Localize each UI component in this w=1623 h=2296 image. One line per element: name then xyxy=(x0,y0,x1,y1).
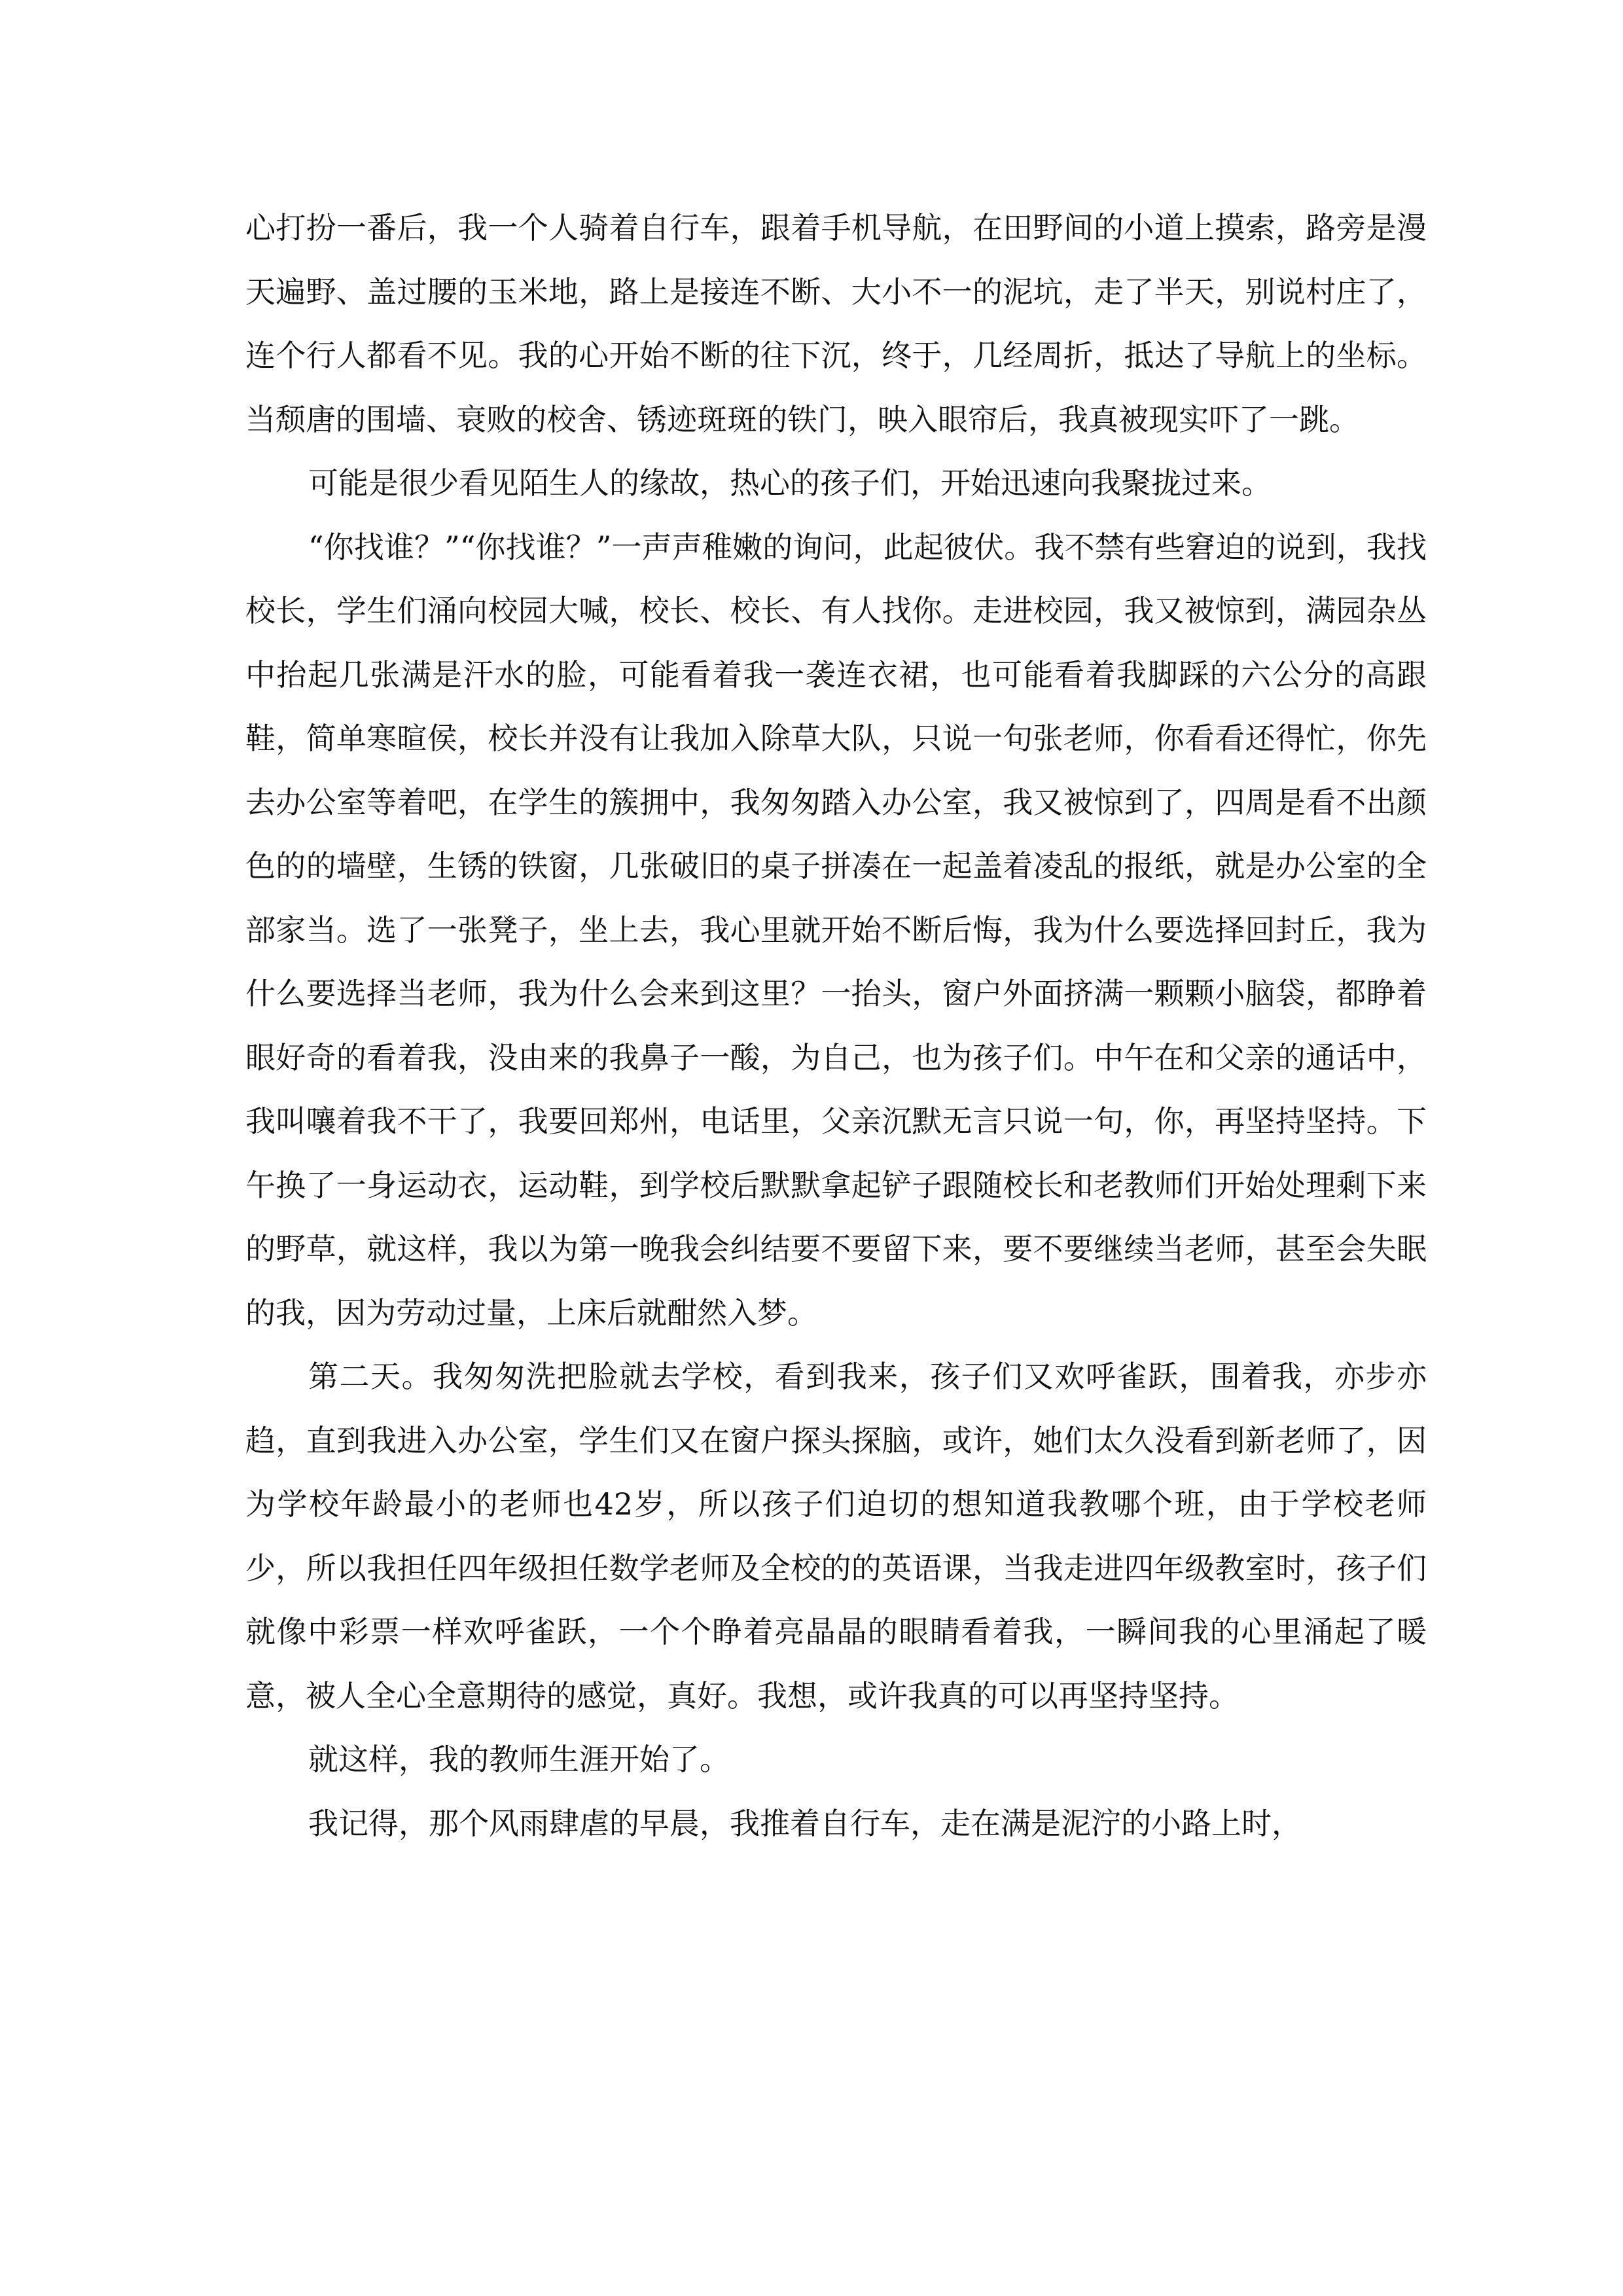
paragraph: 心打扮一番后，我一个人骑着自行车，跟着手机导航，在田野间的小道上摸索，路旁是漫天遍野、盖过腰的玉米地，路上是接连不断、大小不一的泥坑，走了半天，别说村庄了，连个行人都看不见。我的心开始不断的往下沉，终于，几经周折，抵达了导航上的坐标。当颓唐的围墙、衰败的校舍、锈迹斑斑的铁门，映入眼帘后，我真被现实吓了一跳。 xyxy=(245,210,1427,437)
paragraph: 我记得，那个风雨肆虐的早晨，我推着自行车，走在满是泥泞的小路上时， xyxy=(308,1805,1302,1841)
document-body xyxy=(245,196,1427,1856)
paragraph: 可能是很少看见陌生人的缘故，热心的孩子们，开始迅速向我聚拢过来。 xyxy=(308,465,1272,501)
paragraph: 就这样，我的教师生涯开始了。 xyxy=(308,1742,730,1777)
paragraph: “你找谁？”“你找谁？”一声声稚嫩的询问，此起彼伏。我不禁有些窘迫的说到，我找校长，学生们涌向校园大喊，校长、校长、有人找你。走进校园，我又被惊到，满园杂丛中抬起几张满是汗水的脸，可能看着我一袭连衣裙，也可能看着我脚踩的六公分的高跟鞋，简单寒暄侯，校长并没有让我加入除草大队，只说一句张老师，你看看还得忙，你先去办公室等着吧，在学生的簇拥中，我匆匆踏入办公室，我又被惊到了，四周是看不出颜色的的墙壁，生锈的铁窗，几张破旧的桌子拼凑在一起盖着凌乱的报纸，就是办公室的全部家当。选了一张凳子，坐上去，我心里就开始不断后悔，我为什么要选择回封丘，我为什么要选择当老师，我为什么会来到这里？一抬头，窗户外面挤满一颗颗小脑袋，都睁着眼好奇的看着我，没由来的我鼻子一酸，为自己，也为孩子们。中午在和父亲的通话中，我叫嚷着我不干了，我要回郑州，电话里，父亲沉默无言只说一句，你，再坚持坚持。下午换了一身运动衣，运动鞋，到学校后默默拿起铲子跟随校长和老教师们开始处理剩下来的野草，就这样，我以为第一晚我会纠结要不要留下来，要不要继续当老师，甚至会失眠的我，因为劳动过量，上床后就酣然入梦。 xyxy=(245,529,1427,1331)
paragraph: 第二天。我匆匆洗把脸就去学校，看到我来，孩子们又欢呼雀跃，围着我，亦步亦趋，直到我进入办公室，学生们又在窗户探头探脑，或许，她们太久没看到新老师了，因为学校年龄最小的老师也42岁，所以孩子们迫切的想知道我教哪个班，由于学校老师少，所以我担任四年级担任数学老师及全校的的英语课，当我走进四年级教室时，孩子们就像中彩票一样欢呼雀跃，一个个睁着亮晶晶的眼睛看着我，一瞬间我的心里涌起了暖意，被人全心全意期待的感觉，真好。我想，或许我真的可以再坚持坚持。 xyxy=(245,1359,1427,1713)
